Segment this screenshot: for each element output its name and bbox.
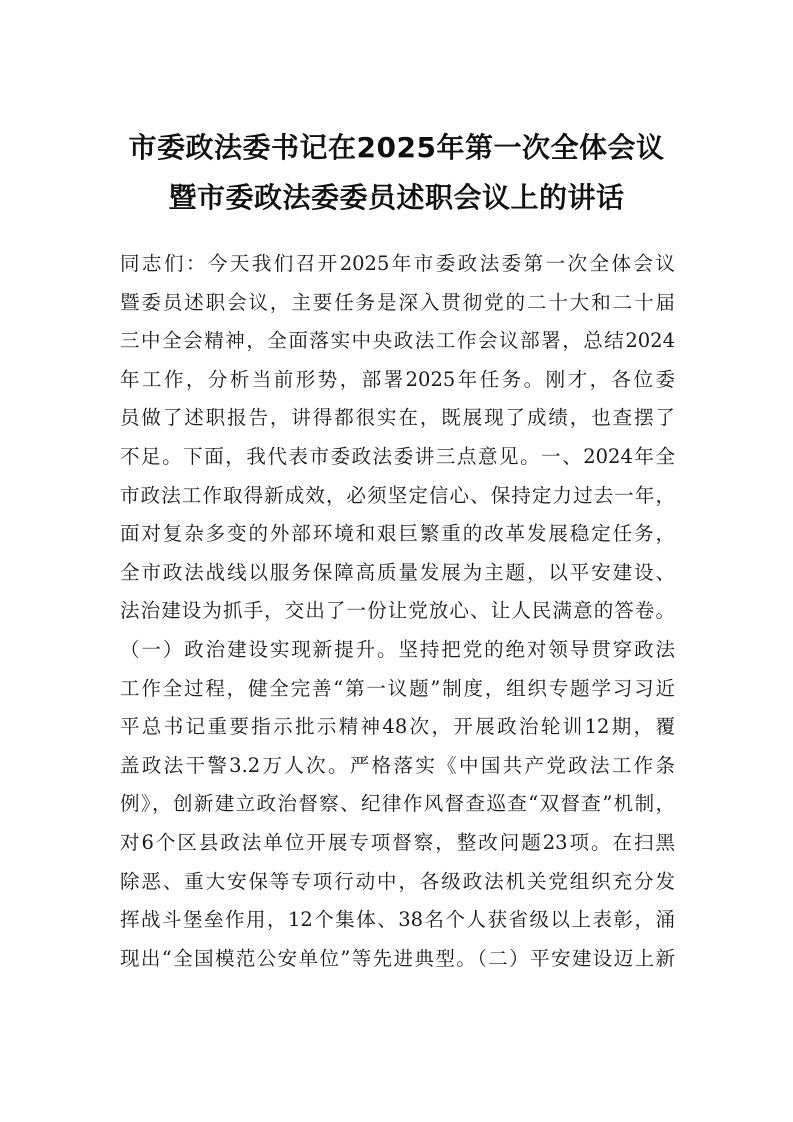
body-line: 例》，创新建立政治督察、纪律作风督查巡查“双督查”机制， bbox=[120, 792, 675, 816]
body-line: 法治建设为抓手，交出了一份让党放心、让人民满意的答卷。 bbox=[120, 599, 675, 623]
body-line: 不足。下面，我代表市委政法委讲三点意见。一、2024年全 bbox=[120, 445, 675, 468]
body-line: 除恶、重大安保等专项行动中，各级政法机关党组织充分发 bbox=[120, 869, 675, 893]
body-line: 员做了述职报告，讲得都很实在，既展现了成绩，也查摆了 bbox=[120, 406, 675, 430]
body-line: 年工作，分析当前形势，部署2025年任务。刚才，各位委 bbox=[120, 367, 675, 391]
body-line: 现出“全国模范公安单位”等先进典型。（二）平安建设迈上新 bbox=[120, 946, 675, 970]
body-line: 对6个区县政法单位开展专项督察，整改问题23项。在扫黑 bbox=[120, 831, 675, 854]
body-line: 全市政法战线以服务保障高质量发展为主题，以平安建设、 bbox=[120, 560, 675, 584]
body-line: 挥战斗堡垒作用，12个集体、38名个人获省级以上表彰，涌 bbox=[120, 908, 675, 932]
body-line: （一）政治建设实现新提升。坚持把党的绝对领导贯穿政法 bbox=[120, 638, 675, 661]
body-line: 盖政法干警3.2万人次。严格落实《中国共产党政法工作条 bbox=[120, 753, 675, 777]
body-line: 面对复杂多变的外部环境和艰巨繁重的改革发展稳定任务， bbox=[120, 522, 675, 546]
document-title-line-2: 暨市委政法委委员述职会议上的讲话 bbox=[168, 181, 625, 214]
body-line: 暨委员述职会议，主要任务是深入贯彻党的二十大和二十届 bbox=[120, 290, 675, 314]
body-line: 三中全会精神，全面落实中央政法工作会议部署，总结2024 bbox=[120, 329, 675, 353]
body-line: 工作全过程，健全完善“第一议题”制度，组织专题学习习近 bbox=[120, 676, 675, 700]
body-line: 平总书记重要指示批示精神48次，开展政治轮训12期，覆 bbox=[120, 715, 675, 739]
body-line: 同志们：今天我们召开2025年市委政法委第一次全体会议 bbox=[120, 252, 675, 275]
document-title-line-1: 市委政法委书记在2025年第一次全体会议 bbox=[128, 131, 665, 164]
body-line: 市政法工作取得新成效，必须坚定信心、保持定力过去一年， bbox=[120, 483, 675, 507]
